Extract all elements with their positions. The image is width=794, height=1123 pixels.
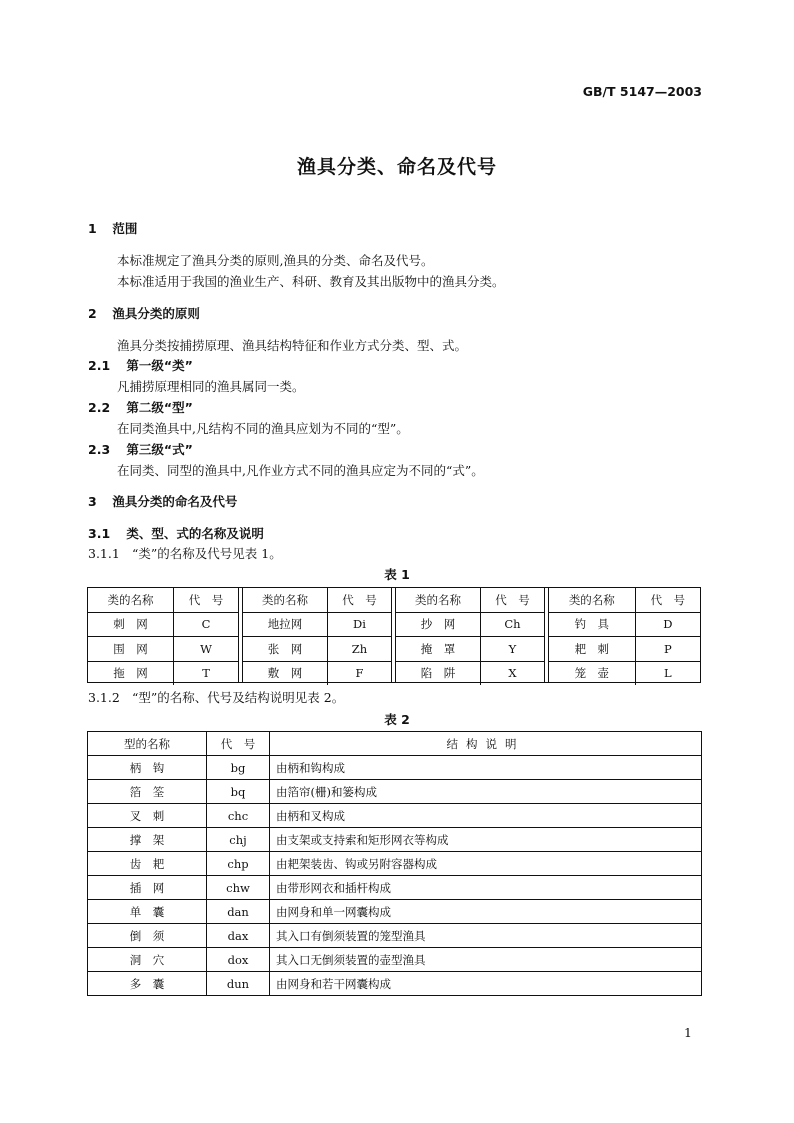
table-2-caption: 表 2	[384, 712, 410, 727]
cell-desc: 其入口有倒须装置的笼型渔具	[270, 924, 702, 948]
subsection-2-2-heading	[88, 398, 193, 416]
cell-name: 撑 架	[88, 828, 207, 852]
table-row	[549, 661, 700, 685]
cell-name: 倒 须	[88, 924, 207, 948]
cell-code: bq	[207, 780, 270, 804]
subsection-title: 第一级“类”	[126, 358, 193, 373]
cell-name: 拖 网	[113, 666, 148, 681]
subsection-title: 类、型、式的名称及说明	[126, 526, 264, 541]
cell-name: 箔 筌	[88, 780, 207, 804]
cell-name: 多 囊	[88, 972, 207, 996]
paragraph: 本标准规定了渔具分类的原则,渔具的分类、命名及代号。	[117, 253, 434, 268]
subsection-number: 2.3	[88, 442, 111, 457]
cell-code: chw	[207, 876, 270, 900]
header-desc: 结构说明	[270, 732, 702, 756]
cell-name: 掩 罩	[396, 637, 480, 662]
cell-desc: 由耙架装齿、钩或另附容器构成	[270, 852, 702, 876]
table-2	[87, 731, 702, 996]
table-row	[88, 948, 702, 972]
header-name: 型的名称	[88, 732, 207, 756]
table-row	[549, 637, 700, 662]
table-row	[243, 637, 391, 662]
header-name: 类的名称	[243, 588, 327, 612]
clause-text: “型”的名称、代号及结构说明见表 2。	[131, 690, 345, 705]
table-1-block	[88, 588, 239, 682]
header-code: 代 号	[635, 588, 700, 612]
table-row	[396, 612, 544, 637]
clause-3-1-1	[88, 544, 282, 562]
table-header-row	[396, 588, 544, 612]
section-2-heading	[88, 304, 200, 322]
document-title: 渔具分类、命名及代号	[296, 156, 497, 178]
cell-name: 柄 钩	[88, 756, 207, 780]
page-number: 1	[684, 1025, 692, 1040]
cell-code: F	[327, 661, 391, 685]
cell-name: 耙 刺	[549, 637, 635, 662]
cell-name: 地拉网	[243, 612, 327, 637]
subsection-number: 3.1	[88, 526, 111, 541]
clause-text: “类”的名称及代号见表 1。	[131, 546, 282, 561]
section-title: 渔具分类的原则	[112, 306, 200, 321]
clause-number: 3.1.2	[88, 690, 120, 705]
table-row	[88, 637, 238, 662]
header-name: 类的名称	[88, 588, 174, 612]
subsection-2-1-heading	[88, 356, 193, 374]
cell-name: 敷 网	[267, 666, 303, 681]
table-row	[396, 661, 544, 685]
cell-code: dan	[207, 900, 270, 924]
table-row	[243, 661, 391, 685]
cell-code: X	[480, 661, 544, 685]
cell-code: Ch	[480, 612, 544, 637]
cell-name: 刺 网	[88, 612, 174, 637]
paragraph: 在同类、同型的渔具中,凡作业方式不同的渔具应定为不同的“式”。	[117, 463, 484, 478]
subsection-title: 第三级“式”	[126, 442, 193, 457]
standard-number: GB/T 5147—2003	[582, 84, 702, 99]
cell-code: chc	[207, 804, 270, 828]
cell-code: bg	[207, 756, 270, 780]
cell-desc: 由网身和若干网囊构成	[270, 972, 702, 996]
table-1-block	[395, 588, 545, 682]
cell-code: dax	[207, 924, 270, 948]
table-row	[88, 852, 702, 876]
cell-desc: 由箔帘(栅)和篓构成	[270, 780, 702, 804]
header-name: 类的名称	[549, 588, 635, 612]
cell-code: Di	[327, 612, 391, 637]
cell-desc: 由柄和钩构成	[270, 756, 702, 780]
cell-code: chj	[207, 828, 270, 852]
subsection-3-1-heading	[88, 524, 264, 542]
cell-code: chp	[207, 852, 270, 876]
section-title: 范围	[112, 221, 138, 236]
table-row	[88, 972, 702, 996]
cell-desc: 由带形网衣和插杆构成	[270, 876, 702, 900]
table-1	[87, 587, 701, 683]
header-code: 代 号	[174, 588, 238, 612]
table-row	[549, 612, 700, 637]
clause-number: 3.1.1	[88, 546, 120, 561]
cell-code: dox	[207, 948, 270, 972]
cell-code: D	[635, 612, 700, 637]
subsection-2-3-heading	[88, 440, 193, 458]
header-code: 代 号	[207, 732, 270, 756]
cell-code: C	[174, 612, 238, 637]
section-title: 渔具分类的命名及代号	[112, 494, 238, 509]
paragraph: 凡捕捞原理相同的渔具属同一类。	[117, 379, 305, 394]
cell-desc: 其入口无倒须装置的壶型渔具	[270, 948, 702, 972]
table-1-block	[242, 588, 392, 682]
cell-name: 抄 网	[396, 612, 480, 637]
table-row	[88, 612, 238, 637]
subsection-title: 第二级“型”	[126, 400, 193, 415]
cell-name: 洞 穴	[88, 948, 207, 972]
table-header-row	[243, 588, 391, 612]
subsection-number: 2.1	[88, 358, 111, 373]
table-row	[88, 828, 702, 852]
cell-code: P	[635, 637, 700, 662]
cell-name: 单 囊	[88, 900, 207, 924]
table-header-row	[549, 588, 700, 612]
table-row	[88, 900, 702, 924]
section-number: 2	[88, 306, 97, 321]
paragraph: 本标准适用于我国的渔业生产、科研、教育及其出版物中的渔具分类。	[117, 274, 505, 289]
cell-name: 钓 具	[549, 612, 635, 637]
table-1-caption: 表 1	[384, 567, 410, 582]
cell-desc: 由支架或支持索和矩形网衣等构成	[270, 828, 702, 852]
table-row	[88, 780, 702, 804]
paragraph: 在同类渔具中,凡结构不同的渔具应划为不同的“型”。	[117, 421, 409, 436]
table-row	[88, 804, 702, 828]
table-row	[243, 612, 391, 637]
header-code: 代 号	[480, 588, 544, 612]
table-row	[396, 637, 544, 662]
cell-name: 插 网	[88, 876, 207, 900]
table-header-row	[88, 732, 702, 756]
cell-name: 陷 阱	[420, 666, 456, 681]
cell-name: 围 网	[88, 637, 174, 662]
cell-code: dun	[207, 972, 270, 996]
section-3-heading	[88, 492, 237, 510]
table-row	[88, 756, 702, 780]
table-row	[88, 661, 238, 685]
section-number: 3	[88, 494, 97, 509]
section-1-heading	[88, 219, 137, 237]
paragraph: 渔具分类按捕捞原理、渔具结构特征和作业方式分类、型、式。	[117, 338, 468, 353]
cell-code: W	[174, 637, 238, 662]
cell-code: Y	[480, 637, 544, 662]
table-row	[88, 876, 702, 900]
cell-code: T	[174, 661, 238, 685]
cell-name: 齿 耙	[88, 852, 207, 876]
cell-name: 笼 壶	[574, 666, 610, 681]
table-1-block	[548, 588, 700, 682]
table-header-row	[88, 588, 238, 612]
subsection-number: 2.2	[88, 400, 111, 415]
cell-name: 叉 刺	[88, 804, 207, 828]
cell-code: Zh	[327, 637, 391, 662]
cell-code: L	[635, 661, 700, 685]
table-row	[88, 924, 702, 948]
cell-desc: 由柄和叉构成	[270, 804, 702, 828]
cell-desc: 由网身和单一网囊构成	[270, 900, 702, 924]
header-name: 类的名称	[396, 588, 480, 612]
header-code: 代 号	[327, 588, 391, 612]
section-number: 1	[88, 221, 97, 236]
cell-name: 张 网	[243, 637, 327, 662]
clause-3-1-2	[88, 688, 344, 706]
